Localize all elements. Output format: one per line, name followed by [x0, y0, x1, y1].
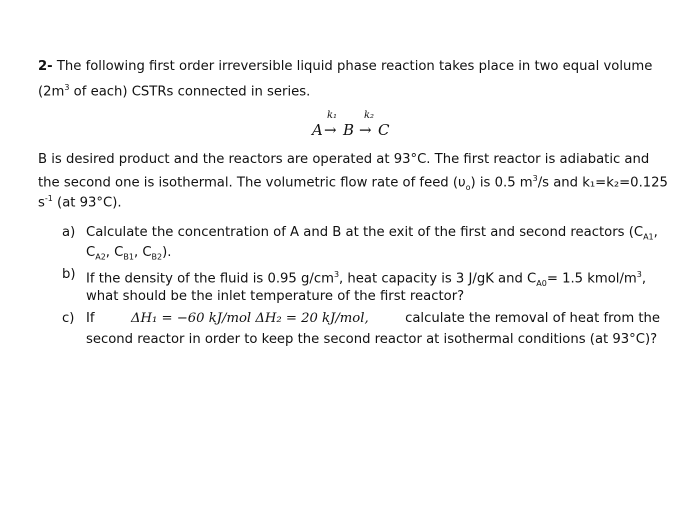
part-c-text-1b: calculate the removal of heat from the [405, 311, 660, 326]
species-a: A [312, 121, 323, 139]
part-c-line-2 [86, 331, 657, 349]
intro-sup: 3 [64, 83, 70, 92]
rate-constant-k2: k₂ [364, 110, 375, 121]
reaction-equation [312, 110, 392, 143]
species-b: B [343, 121, 355, 139]
part-a-s3: B2 [151, 252, 163, 262]
desc-sup: 3 [532, 174, 538, 183]
desc-sup-2: -1 [44, 194, 53, 203]
part-a-c2: , C [105, 245, 124, 260]
part-b-line-2 [86, 288, 464, 306]
desc-text-3b: (at 93°C). [52, 195, 122, 211]
part-a-s1: A2 [95, 252, 106, 262]
desc-text-2c: /s and k₁=k₂=0.125 [537, 175, 668, 191]
part-b-text-2: what should be the inlet temperature of the first reactor? [86, 289, 465, 304]
intro-text-1: The following first order irreversible liquid phase reaction takes place in two equal volume [56, 59, 653, 74]
part-a-label: a) [62, 225, 76, 240]
part-b-text-1a: If the density of the fluid is 0.95 g/cm [86, 271, 334, 287]
part-b-text-1d: , [641, 271, 647, 287]
part-c-text-1a: If [86, 311, 95, 326]
part-c-label: c) [62, 311, 75, 326]
intro-text-2a: (2m [38, 84, 65, 100]
intro-line-2 [38, 79, 310, 101]
desc-text-3a: s [38, 195, 45, 211]
part-b-sup-2: 3 [636, 270, 642, 279]
desc-text-1: B is desired product and the reactors are operated at 93°C. The first reactor is adiabatic and [38, 152, 650, 167]
rate-constant-k1: k₁ [327, 110, 338, 121]
part-b-label: b) [62, 267, 76, 282]
intro-text-2b: of each) CSTRs connected in series. [69, 84, 311, 100]
part-c-text-2: second reactor in order to keep the second reactor at isothermal conditions (at 93°C)? [86, 332, 658, 347]
desc-sub: o [465, 183, 471, 193]
desc-text-2b: ) is 0.5 m [470, 175, 533, 191]
part-b-sup: 3 [333, 270, 340, 279]
part-a-c3: , C [133, 245, 152, 260]
arrow-2: → [359, 121, 372, 139]
part-a-text-1a: Calculate the concentration of A and B at the exit of the first and second reactors (C [86, 225, 644, 240]
arrow-1: → [324, 121, 337, 139]
part-a-end: ). [162, 245, 172, 260]
part-b-sub: A0 [536, 279, 547, 289]
desc-text-2a: the second one is isothermal. The volumetric flow rate of feed (υ [38, 175, 466, 191]
desc-line-2 [38, 170, 668, 197]
species-c: C [378, 121, 390, 139]
part-a-line-2 [86, 244, 171, 267]
part-c-enthalpy-math: ΔH₁ = −60 kJ/mol ΔH₂ = 20 kJ/mol, [131, 311, 369, 326]
intro-line-1 [38, 58, 652, 76]
desc-line-1 [38, 151, 649, 169]
desc-line-3 [38, 190, 122, 212]
part-c-line-1 [86, 310, 660, 328]
part-b-text-1c: = 1.5 kmol/m [546, 271, 637, 287]
part-a-sub: A1 [643, 232, 654, 242]
part-a-line-1 [86, 224, 658, 247]
part-a-c1: C [86, 245, 96, 260]
part-b-text-1b: , heat capacity is 3 J/gK and C [339, 271, 537, 287]
problem-number: 2- [38, 59, 53, 74]
part-a-s2: B1 [123, 252, 134, 262]
part-a-text-1b: , [653, 225, 658, 240]
